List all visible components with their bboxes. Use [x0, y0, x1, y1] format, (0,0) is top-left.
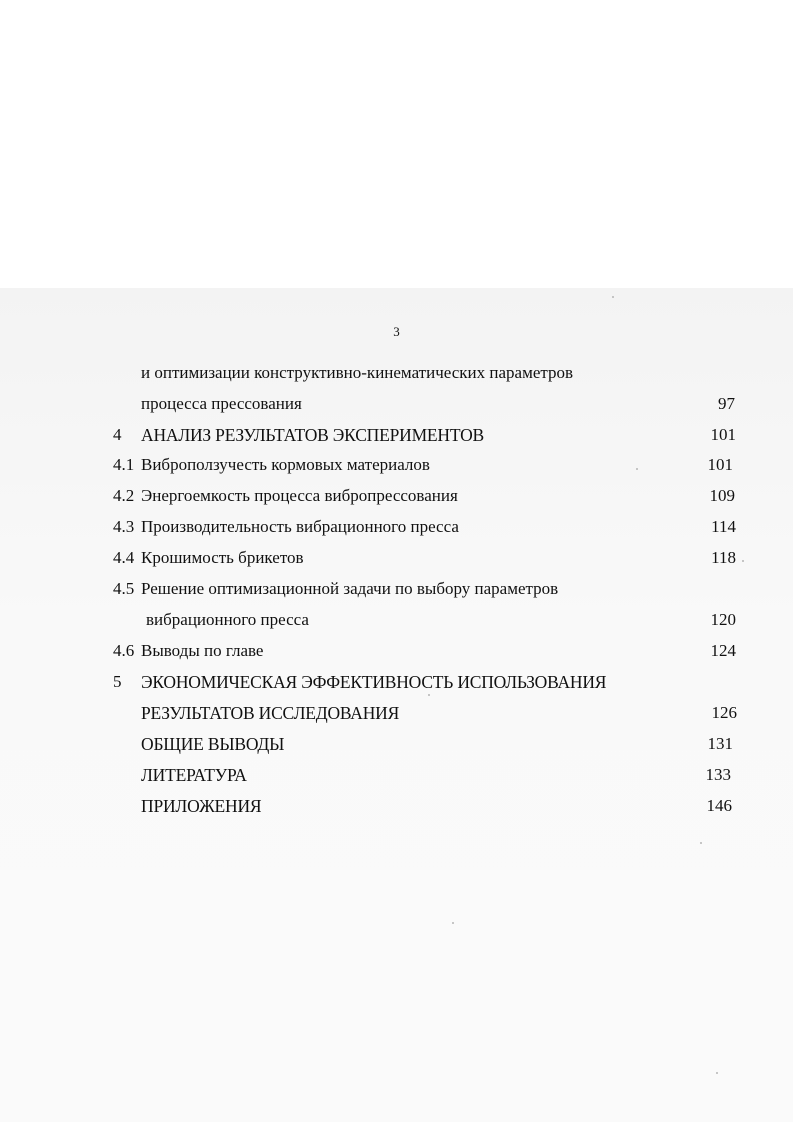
- toc-section-4-5-title-2: вибрационного пресса: [146, 610, 309, 629]
- toc-section-4-1-number: 4.1: [113, 455, 135, 474]
- toc-continuation-line-1: [0, 360, 793, 386]
- toc-section-4-2: [0, 483, 793, 509]
- toc-section-4-4: [0, 545, 793, 571]
- scan-speck: [742, 560, 744, 562]
- toc-section-4-1-title: Виброползучесть кормовых материалов: [141, 455, 430, 474]
- toc-literature: [0, 762, 793, 788]
- toc-section-4-6-number: 4.6: [113, 641, 135, 660]
- toc-section-4-5-cont: [0, 607, 793, 633]
- toc-appendices: [0, 793, 793, 819]
- toc-section-4-4-title: Крошимость брикетов: [141, 548, 304, 567]
- scan-speck: [428, 694, 430, 696]
- scan-speck: [452, 922, 454, 924]
- toc-section-4-1-page: 101: [707, 455, 733, 474]
- toc-section-4-1: [0, 452, 793, 478]
- toc-literature-title: ЛИТЕРАТУРА: [141, 765, 247, 785]
- toc-chapter-4-page: 101: [710, 425, 736, 444]
- toc-chapter-5: [0, 669, 793, 695]
- toc-section-4-4-number: 4.4: [113, 548, 135, 567]
- toc-continuation-text-1: и оптимизации конструктивно-кинематических параметров: [141, 363, 574, 382]
- toc-general-conclusions-page: 131: [707, 734, 733, 753]
- scan-speck: [636, 468, 638, 470]
- toc-section-4-6: [0, 638, 793, 664]
- scan-speck: [700, 842, 702, 844]
- toc-section-4-5-number: 4.5: [113, 579, 135, 598]
- toc-section-4-5-title-1: Решение оптимизационной задачи по выбору параметров: [141, 579, 559, 598]
- toc-literature-page: 133: [705, 765, 731, 784]
- toc-section-4-6-title: Выводы по главе: [141, 641, 264, 660]
- toc-chapter-5-title-1: ЭКОНОМИЧЕСКАЯ ЭФФЕКТИВНОСТЬ ИСПОЛЬЗОВАНИЯ: [141, 672, 607, 692]
- toc-continuation-line-2: [0, 391, 793, 417]
- toc-section-4-2-title: Энергоемкость процесса вибропрессования: [141, 486, 458, 505]
- toc-chapter-5-cont: [0, 700, 793, 726]
- toc-section-4-3-page: 114: [711, 517, 736, 536]
- toc-chapter-5-title-2: РЕЗУЛЬТАТОВ ИССЛЕДОВАНИЯ: [141, 703, 400, 723]
- toc-section-4-5-page: 120: [710, 610, 736, 629]
- toc-general-conclusions: [0, 731, 793, 757]
- toc-appendices-page: 146: [706, 796, 732, 815]
- toc-section-4-3: [0, 514, 793, 540]
- toc-continuation-page: 97: [718, 394, 735, 413]
- toc-section-4-3-number: 4.3: [113, 517, 135, 536]
- scan-speck: [612, 296, 614, 298]
- toc-appendices-title: ПРИЛОЖЕНИЯ: [141, 796, 262, 816]
- toc-section-4-5: [0, 576, 793, 602]
- toc-section-4-3-title: Производительность вибрационного пресса: [141, 517, 459, 536]
- scan-speck: [716, 1072, 718, 1074]
- toc-chapter-4: [0, 422, 793, 448]
- toc-chapter-5-number: 5: [113, 672, 122, 691]
- toc-continuation-text-2: процесса прессования: [141, 394, 302, 413]
- toc-section-4-2-page: 109: [709, 486, 735, 505]
- toc-chapter-4-title: АНАЛИЗ РЕЗУЛЬТАТОВ ЭКСПЕРИМЕНТОВ: [141, 425, 485, 445]
- toc-section-4-2-number: 4.2: [113, 486, 135, 505]
- toc-section-4-6-page: 124: [710, 641, 736, 660]
- toc-section-4-4-page: 118: [711, 548, 736, 567]
- toc-chapter-4-number: 4: [113, 425, 122, 444]
- toc-general-conclusions-title: ОБЩИЕ ВЫВОДЫ: [141, 734, 285, 754]
- toc-chapter-5-page: 126: [711, 703, 737, 722]
- page-number: 3: [393, 324, 400, 339]
